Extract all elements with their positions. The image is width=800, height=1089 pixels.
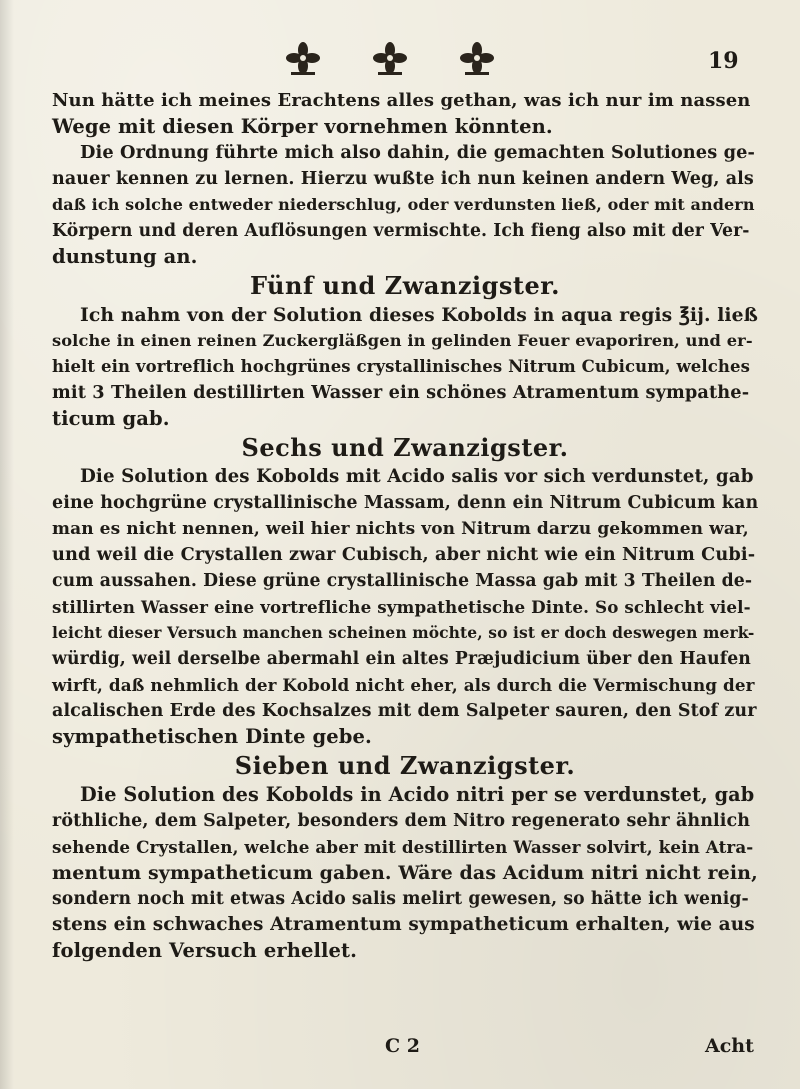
section-heading: Sieben und Zwanzigster. <box>234 751 576 780</box>
ornament-flower-icon <box>372 40 408 76</box>
text-line: und weil die Crystallen zwar Cubisch, aber nicht wie ein Nitrum Cubi- <box>52 544 756 565</box>
text-line: sondern noch mit etwas Acido salis melirt gewesen, so hätte ich wenig- <box>52 889 749 909</box>
text-line: man es nicht nennen, weil hier nichts von Nitrum darzu gekommen war, <box>52 519 749 539</box>
text-line: Die Solution des Kobolds mit Acido salis vor sich verdunstet, gab <box>80 466 754 487</box>
text-line: würdig, weil derselbe abermahl ein altes Præjudicium über den Haufen <box>52 649 751 669</box>
catchword: Acht <box>705 1035 754 1057</box>
signature-mark: C 2 <box>385 1035 420 1057</box>
text-line: Die Solution des Kobolds in Acido nitri per se verdunstet, gab <box>80 783 755 806</box>
text-line: ticum gab. <box>52 407 170 430</box>
binding-shadow <box>0 0 14 1089</box>
text-line: Ich nahm von der Solution dieses Kobolds in aqua regis ℥ij. ließ <box>80 304 759 326</box>
text-line: sympathetischen Dinte gebe. <box>52 725 372 748</box>
text-line: Körpern und deren Auflösungen vermischte. Ich fieng also mit der Ver- <box>52 221 750 241</box>
text-line: cum aussahen. Diese grüne crystallinische Massa gab mit 3 Theilen de- <box>52 571 753 591</box>
text-line: nauer kennen zu lernen. Hierzu wußte ich nun keinen andern Weg, als <box>52 169 754 189</box>
text-line: röthliche, dem Salpeter, besonders dem Nitro regenerato sehr ähnlich <box>52 811 751 831</box>
text-line: Nun hätte ich meines Erachtens alles gethan, was ich nur im nassen <box>52 90 751 111</box>
text-line: sehende Crystallen, welche aber mit destillirten Wasser solvirt, kein Atra- <box>52 837 754 857</box>
text-line: dunstung an. <box>52 245 198 268</box>
text-line: Wege mit diesen Körper vornehmen könnten. <box>52 115 553 138</box>
text-line: stens ein schwaches Atramentum sympatheticum erhalten, wie aus <box>52 914 755 935</box>
text-line: wirft, daß nehmlich der Kobold nicht eher, als durch die Vermischung der <box>52 675 755 695</box>
section-heading: Fünf und Zwanzigster. <box>249 271 561 300</box>
text-line: leicht dieser Versuch manchen scheinen möchte, so ist er doch deswegen merk- <box>52 623 755 642</box>
text-line: mentum sympatheticum gaben. Wäre das Acidum nitri nicht rein, <box>52 862 758 884</box>
text-line: daß ich solche entweder niederschlug, oder verdunsten ließ, oder mit andern <box>52 195 755 214</box>
text-line: Die Ordnung führte mich also dahin, die gemachten Solutiones ge- <box>80 142 755 163</box>
text-line: mit 3 Theilen destillirten Wasser ein schönes Atramentum sympathe- <box>52 382 750 403</box>
ornament-flower-icon <box>459 40 495 76</box>
text-line: hielt ein vortreflich hochgrünes crystallinisches Nitrum Cubicum, welches <box>52 357 750 376</box>
page-number: 19 <box>708 48 739 74</box>
text-line: eine hochgrüne crystallinische Massam, denn ein Nitrum Cubicum kan <box>52 493 759 513</box>
section-heading: Sechs und Zwanzigster. <box>241 433 569 462</box>
ornament-flower-icon <box>285 40 321 76</box>
text-line: folgenden Versuch erhellet. <box>52 939 358 962</box>
text-line: solche in einen reinen Zuckergläßgen in gelinden Feuer evaporiren, und er- <box>52 331 753 350</box>
text-line: stillirten Wasser eine vortrefliche sympathetische Dinte. So schlecht viel- <box>52 597 751 617</box>
header-ornaments <box>285 40 495 80</box>
text-line: alcalischen Erde des Kochsalzes mit dem Salpeter sauren, den Stof zur <box>52 701 757 721</box>
